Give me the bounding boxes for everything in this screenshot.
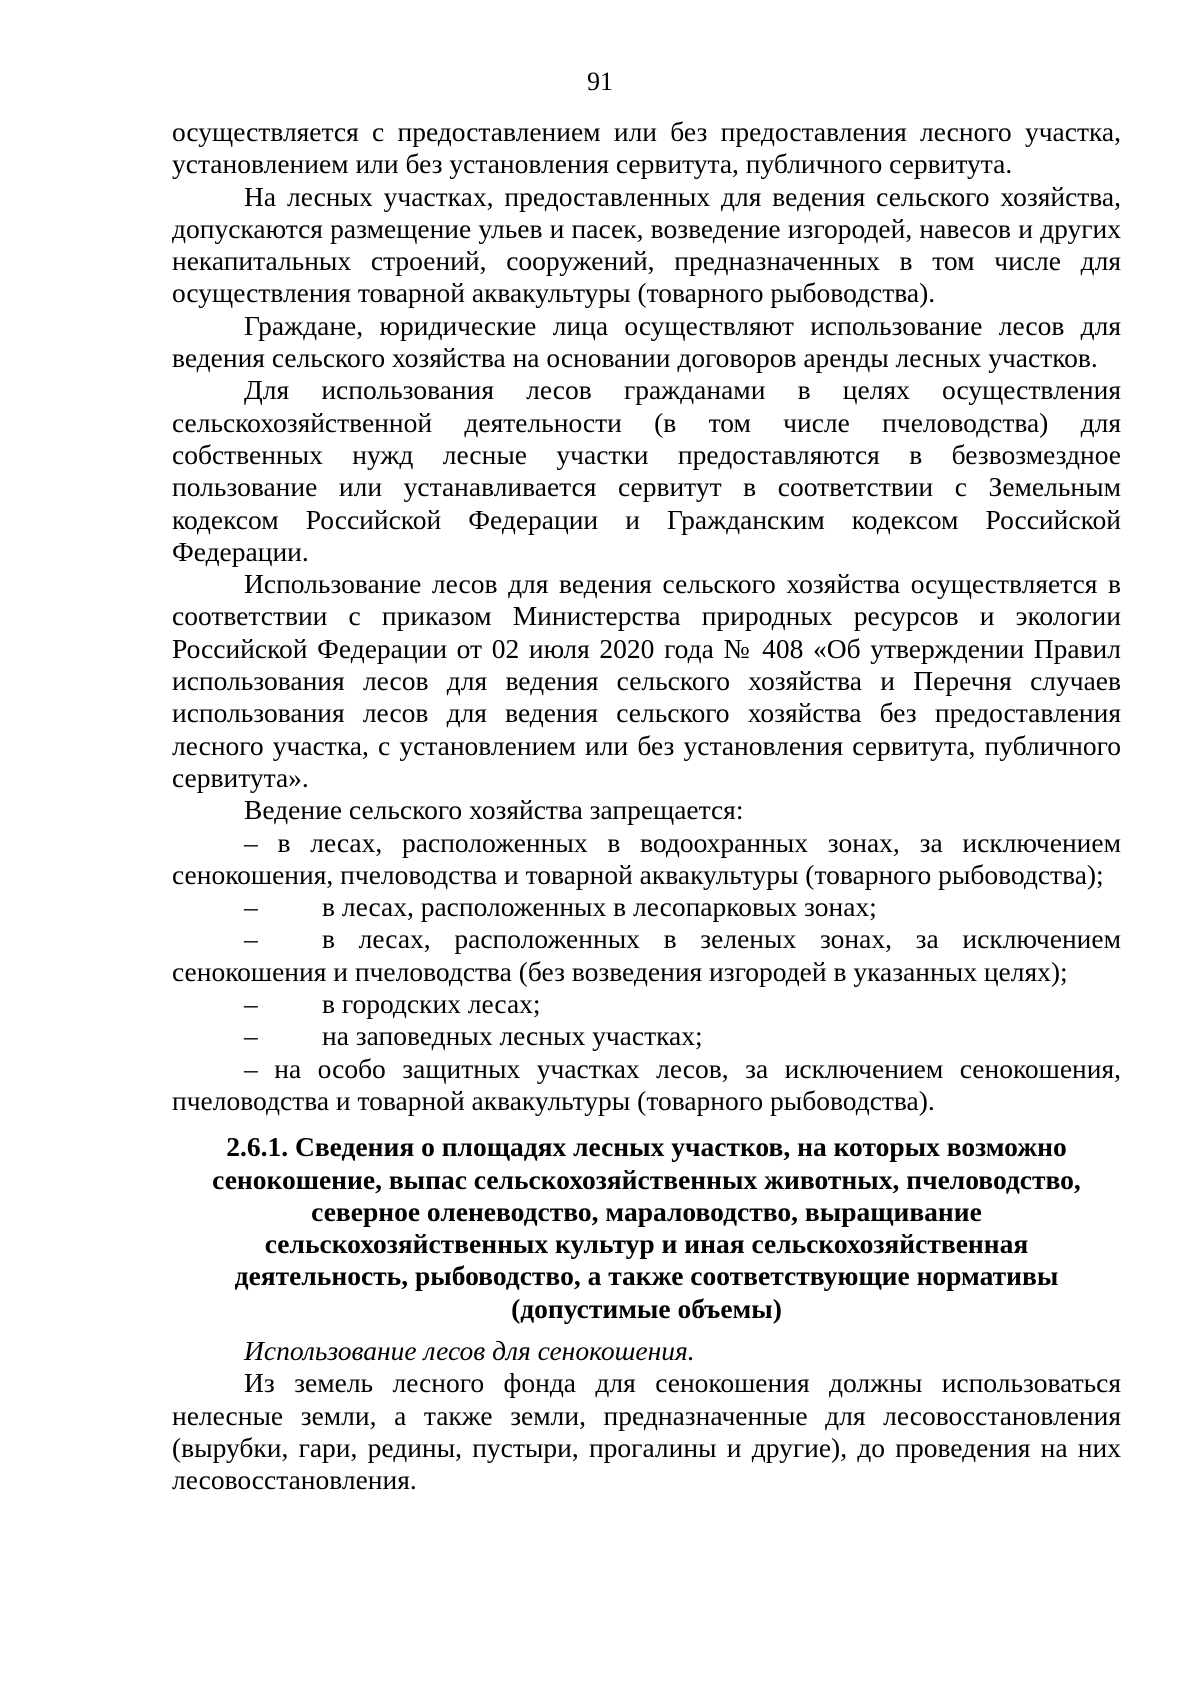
prohibition-item-green-zones-continued: сенокошения и пчеловодства (без возведения изгородей в указанных целях);: [172, 955, 1068, 987]
prohibition-item-city-forests: [172, 988, 1121, 1020]
prohibition-text: в лесах, расположенных в зеленых зонах, за исключением: [322, 923, 1121, 955]
prohibition-item-forest-park: [172, 891, 1121, 923]
paragraph-lease-basis: Граждане, юридические лица осуществляют использование лесов для ведения сельского хозяйства на основании договоров аренды лесных участков.: [172, 309, 1121, 374]
prohibition-item-water-zones: – в лесах, расположенных в водоохранных зонах, за исключением сенокошения, пчеловодства и товарной аквакультуры (товарного рыбоводства);: [172, 826, 1121, 890]
list-dash: –: [244, 923, 258, 955]
paragraph-ministry-order: Использование лесов для ведения сельского хозяйства осуществляется в соответствии с приказом Министерства природных ресурсов и экологии Российской Федерации от 02 июля 2020 года № 408 «Об утверждении Правил использования лесов для ведения сельского хозяйства и Перечня случаев использования лесов для ведения сельского хозяйства без предоставления лесного участка, с установлением или без установления сервитута, публичного сервитута».: [172, 568, 1121, 793]
prohibition-item-green-zones: [172, 923, 1121, 955]
subheading-haymaking: Использование лесов для сенокошения.: [244, 1334, 695, 1366]
paragraph-beekeeping-allowed: На лесных участках, предоставленных для ведения сельского хозяйства, допускаются размещение ульев и пасек, возведение изгородей, навесов и других некапитальных строений, сооружений, предназначенных в том числе для осуществления товарной аквакультуры (товарного рыбоводства).: [172, 180, 1121, 309]
prohibition-text: на заповедных лесных участках;: [322, 1020, 703, 1052]
prohibition-text: в городских лесах;: [322, 988, 541, 1020]
prohibition-item-reserve-plots: [172, 1020, 1121, 1052]
list-dash: –: [244, 988, 258, 1020]
paragraph-prohibited-intro: Ведение сельского хозяйства запрещается:: [244, 794, 744, 826]
paragraph-continuation: осуществляется с предоставлением или без предоставления лесного участка, установлением или без установления сервитута, публичного сервитута.: [172, 116, 1121, 180]
list-dash: –: [244, 1020, 258, 1052]
page-number: 91: [587, 67, 613, 96]
list-dash: –: [244, 891, 258, 923]
paragraph-free-use: Для использования лесов гражданами в целях осуществления сельскохозяйственной деятельности (в том числе пчеловодства) для собственных нужд лесные участки предоставляются в безвозмездное пользование или устанавливается сервитут в соответствии с Земельным кодексом Российской Федерации и Гражданским кодексом Российской Федерации.: [172, 374, 1121, 567]
prohibition-text: в лесах, расположенных в лесопарковых зонах;: [322, 891, 877, 923]
document-body: [172, 116, 1121, 1496]
prohibition-item-protective-plots: – на особо защитных участках лесов, за исключением сенокошения, пчеловодства и товарной аквакультуры (товарного рыбоводства).: [172, 1052, 1121, 1116]
section-heading: 2.6.1. Сведения о площадях лесных участков, на которых возможно сенокошение, выпас сельскохозяйственных животных, пчеловодство, северное оленеводство, мараловодство, выращивание сельскохозяйственных культур и иная сельскохозяйственная деятельность, рыбоводство, а также соответствующие нормативы (допустимые объемы): [212, 1131, 1081, 1324]
paragraph-haymaking-lands: Из земель лесного фонда для сенокошения должны использоваться нелесные земли, а также земли, предназначенные для лесовосстановления (вырубки, гари, редины, пустыри, прогалины и другие), до проведения на них лесовосстановления.: [172, 1367, 1121, 1496]
